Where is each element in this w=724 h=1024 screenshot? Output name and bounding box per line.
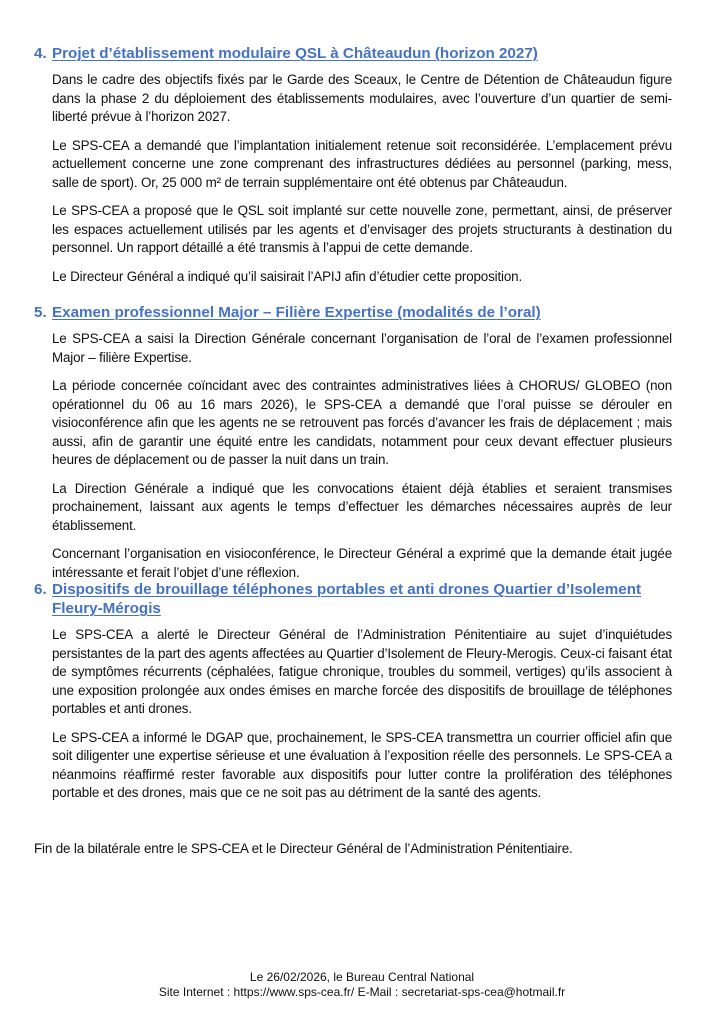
- footer-date-line: Le 26/02/2026, le Bureau Central National: [249, 970, 475, 984]
- paragraph: Le SPS-CEA a alerté le Directeur Général de l’Administration Pénitentiaire au sujet d’inquiétudes persistantes de la part des agents affectées au Quartier d’Isolement de Fleury-Merogis. Ceux-ci faisant état de symptômes récurrents (céphalées, fatigue chronique, troubles du sommeil, vertiges) qu’ils associent à une exposition prolongée aux ondes émises en marche forcée des dispositifs de brouillage de téléphones portables et anti drones.: [52, 627, 672, 716]
- paragraph: Dans le cadre des objectifs fixés par le Garde des Sceaux, le Centre de Détention de Châteaudun figure dans la phase 2 du déploiement des établissements modulaires, avec l’ouverture d’un quartier de semi-liberté prévue à l’horizon 2027.: [52, 72, 672, 124]
- paragraph: Le Directeur Général a indiqué qu’il saisirait l’APIJ afin d’étudier cette proposition.: [52, 268, 523, 284]
- section-5: [34, 303, 672, 592]
- section-heading: [34, 44, 672, 63]
- paragraph: Le SPS-CEA a informé le DGAP que, prochainement, le SPS-CEA transmettra un courrier officiel afin que soit diligenter une expertise sérieuse et une évaluation à l’exposition réelle des personnels. Le SPS-CEA a néanmoins réaffirmé rester favorable aux dispositifs pour lutter contre la prolifération des téléphones portable et des drones, mais que ce ne soit pas au détriment de la santé des agents.: [52, 729, 672, 800]
- paragraph: Le SPS-CEA a proposé que le QSL soit implanté sur cette nouvelle zone, permettant, ainsi, de préserver les espaces actuellement utilisés par les agents et d’envisager des projets structurants à destination du personnel. Un rapport détaillé a été transmis à l’appui de cette demande.: [52, 203, 672, 255]
- paragraph: La période concernée coïncidant avec des contraintes administratives liées à CHORUS/ GLOBEO (non opérationnel du 06 au 16 mars 2026), le SPS-CEA a demandé que l’oral puisse se dérouler en visioconférence afin que les agents ne se retrouvent pas forcés d’avancer les frais de déplacement ; mais aussi, afin de garantir une équité entre les candidats, notamment pour ceux devant effectuer plusieurs heures de déplacement ou de passer la nuit dans un train.: [52, 378, 672, 467]
- section-number: 5.: [34, 304, 47, 321]
- paragraph: Le SPS-CEA a saisi la Direction Générale concernant l’organisation de l’oral de l’examen professionnel Major – filière Expertise.: [52, 331, 672, 365]
- section-title: Dispositifs de brouillage téléphones portables et anti drones Quartier d’Isolement Fleury-Mérogis: [52, 581, 642, 617]
- footer-contact-line: Site Internet : https://www.sps-cea.fr/ E-Mail : secretariat-sps-cea@hotmail.fr: [158, 985, 566, 999]
- section-6: [34, 580, 672, 813]
- section-number: 6.: [34, 581, 47, 598]
- section-number: 4.: [34, 45, 47, 62]
- closing-statement: Fin de la bilatérale entre le SPS-CEA et le Directeur Général de l’Administration Pénitentiaire.: [34, 841, 573, 856]
- section-heading: [34, 580, 672, 618]
- page-footer: [0, 970, 724, 1000]
- section-title: Examen professionnel Major – Filière Expertise (modalités de l’oral): [52, 304, 541, 321]
- paragraph: Le SPS-CEA a demandé que l’implantation initialement retenue soit reconsidérée. L’emplacement prévu actuellement concerne une zone comprenant des infrastructures dédiées au personnel (parking, mess, salle de sport). Or, 25 000 m² de terrain supplémentaire ont été obtenus par Châteaudun.: [52, 137, 672, 190]
- section-heading: [34, 303, 672, 322]
- paragraph: Concernant l’organisation en visioconférence, le Directeur Général a exprimé que la demande était jugée intéressante et ferait l’objet d’une réflexion.: [52, 546, 672, 580]
- section-4: [34, 44, 672, 296]
- section-title: Projet d’établissement modulaire QSL à Châteaudun (horizon 2027): [52, 45, 538, 62]
- paragraph: La Direction Générale a indiqué que les convocations étaient déjà établies et seraient transmises prochainement, laissant aux agents le temps d’effectuer les démarches nécessaires auprès de leur établissement.: [52, 480, 672, 533]
